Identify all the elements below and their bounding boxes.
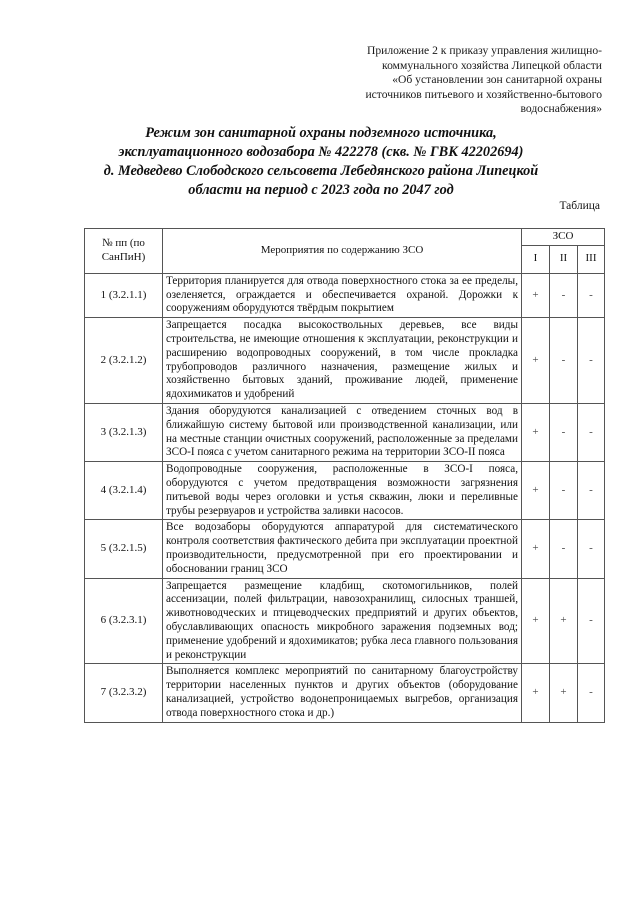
- zone-3-mark: -: [578, 318, 605, 404]
- appendix-line: Приложение 2 к приказу управления жилищно-: [366, 44, 602, 57]
- row-measure: Территория планируется для отвода поверхностного стока за ее пределы, озеленяется, ограждается и обеспечивается охраной. Дорожки к сооружениям оборудуются твёрдым покрытием: [163, 273, 522, 317]
- zone-1-mark: +: [522, 318, 550, 404]
- zone-3-mark: -: [578, 520, 605, 578]
- row-measure: Водопроводные сооружения, расположенные в ЗСО-I пояса, оборудуются с учетом предотвращения возможности загрязнения питьевой воды через оголовки и устья скважин, люки и переливные трубы резервуаров и устройства заливки насосов.: [163, 462, 522, 520]
- zone-1-mark: +: [522, 578, 550, 664]
- table-row: [85, 403, 605, 461]
- header-zso: ЗСО: [522, 229, 605, 246]
- header-measures: Мероприятия по содержанию ЗСО: [163, 229, 522, 274]
- zone-2-mark: -: [550, 403, 578, 461]
- row-number: 7 (3.2.3.2): [85, 664, 163, 722]
- zone-2-mark: -: [550, 318, 578, 404]
- appendix-line: коммунального хозяйства Липецкой области: [382, 58, 602, 72]
- row-number: 3 (3.2.1.3): [85, 403, 163, 461]
- zone-3-mark: -: [578, 578, 605, 664]
- zone-2-mark: -: [550, 273, 578, 317]
- row-number: 4 (3.2.1.4): [85, 462, 163, 520]
- zone-3-mark: -: [578, 462, 605, 520]
- row-measure: Запрещается размещение кладбищ, скотомогильников, полей ассенизации, полей фильтрации, навозохранилищ, силосных траншей, животноводческих и птицеводческих предприятий и других объектов, обуславливающих опасность микробного заражения подземных вод; применение удобрений и ядохимикатов; рубка леса главного пользования и реконструкции: [163, 578, 522, 664]
- title-line: области на период с 2023 года по 2047 год: [188, 182, 454, 198]
- title-line: Режим зон санитарной охраны подземного источника,: [145, 125, 497, 141]
- appendix-line: «Об установлении зон санитарной охраны: [392, 73, 602, 86]
- zso-table: [84, 228, 605, 723]
- row-measure: Выполняется комплекс мероприятий по санитарному благоустройству территории населенных пунктов и других объектов (оборудование канализацией, устройство водонепроницаемых выгребов, организация отвода поверхностного стока и др.): [163, 664, 522, 722]
- table-row: [85, 273, 605, 317]
- table-row: [85, 664, 605, 722]
- zone-2-mark: -: [550, 520, 578, 578]
- zone-1-mark: +: [522, 403, 550, 461]
- row-measure: Здания оборудуются канализацией с отведением сточных вод в ближайшую систему бытовой или производственной канализации, или на местные станции очистных сооружений, расположенные за пределами ЗСО-I пояса с учетом санитарного режима на территории ЗСО-II пояса: [163, 403, 522, 461]
- zone-1-mark: +: [522, 462, 550, 520]
- header-zone-1: I: [522, 245, 550, 273]
- row-number: 2 (3.2.1.2): [85, 318, 163, 404]
- table-row: [85, 578, 605, 664]
- table-row: [85, 318, 605, 404]
- row-number: 1 (3.2.1.1): [85, 273, 163, 317]
- document-title: [80, 124, 562, 200]
- header-num: № пп (по СанПиН): [85, 229, 163, 274]
- appendix-line: водоснабжения»: [520, 102, 602, 115]
- zone-1-mark: +: [522, 273, 550, 317]
- title-line: д. Медведево Слободского сельсовета Лебедянского района Липецкой: [103, 163, 539, 179]
- table-row: [85, 462, 605, 520]
- row-number: 5 (3.2.1.5): [85, 520, 163, 578]
- zone-3-mark: -: [578, 664, 605, 722]
- row-number: 6 (3.2.3.1): [85, 578, 163, 664]
- appendix-line: источников питьевого и хозяйственно-бытового: [365, 87, 602, 101]
- zone-3-mark: -: [578, 273, 605, 317]
- header-zone-2: II: [550, 245, 578, 273]
- zone-1-mark: +: [522, 520, 550, 578]
- table-label: Таблица: [559, 200, 600, 212]
- zone-2-mark: -: [550, 462, 578, 520]
- title-line: эксплуатационного водозабора № 422278 (скв. № ГВК 42202694): [118, 144, 524, 160]
- row-measure: Все водозаборы оборудуются аппаратурой для систематического контроля соответствия фактического дебита при эксплуатации проектной производительности, предусмотренной при его проектировании и обосновании границ ЗСО: [163, 520, 522, 578]
- appendix-note: [292, 44, 602, 117]
- zone-1-mark: +: [522, 664, 550, 722]
- zone-2-mark: +: [550, 664, 578, 722]
- row-measure: Запрещается посадка высокоствольных деревьев, все виды строительства, не имеющие отношения к эксплуатации, реконструкции и расширению водопроводных сооружений, в том числе прокладка трубопроводов различного назначения, размещение жилых и хозяйственно бытовых зданий, проживание людей, применение ядохимикатов и удобрений: [163, 318, 522, 404]
- zone-2-mark: +: [550, 578, 578, 664]
- header-zone-3: III: [578, 245, 605, 273]
- zone-3-mark: -: [578, 403, 605, 461]
- table-row: [85, 520, 605, 578]
